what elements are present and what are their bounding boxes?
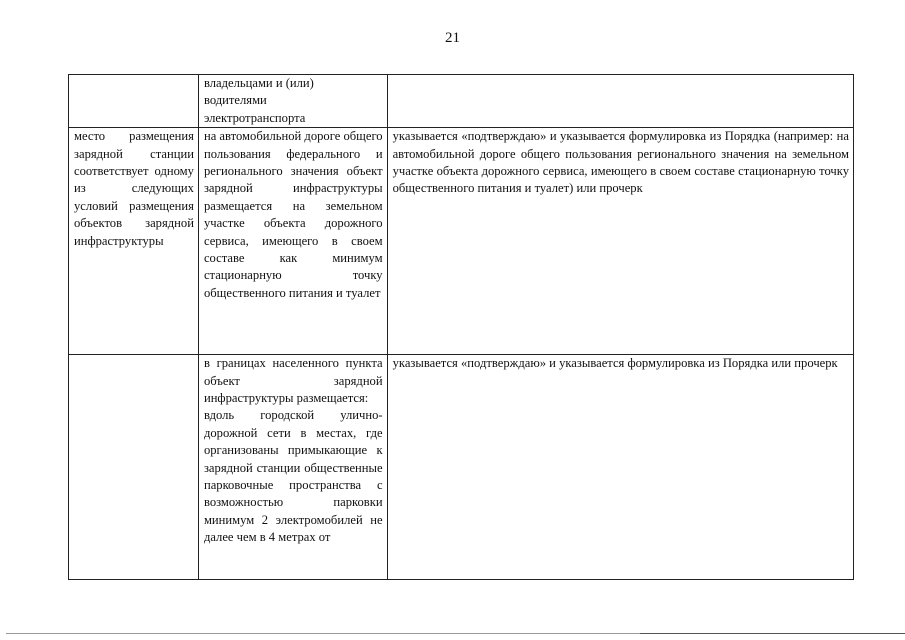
cell-text: место размещения зарядной станции соответствует одному из следующих условий размещения объектов зарядной инфраструктуры bbox=[74, 129, 194, 248]
cell-text: на автомобильной дороге общего пользования федерального и регионального значения объект зарядной инфраструктуры размещается на земельном участке объекта дорожного сервиса, имеющего в своем составе как минимум стационарную точку общественного питания и туалет bbox=[203, 129, 383, 300]
table-cell-instruction bbox=[387, 75, 853, 128]
cell-text: в границах населенного пункта объект зарядной инфраструктуры размещается: вдоль городской улично-дорожной сети в местах, где организованы примыкающие к зарядной станции общественные парковочные пространства с возможностью парковки минимум 2 электромобилей не далее чем в 4 метрах от bbox=[203, 356, 383, 545]
cell-text: указывается «подтверждаю» и указывается формулировка из Порядка (например: на автомобильной дороге общего пользования регионального значения на земельном участке объекта дорожного сервиса, имеющего в своем составе стационарную точку общественного питания и туалет) или прочерк bbox=[392, 129, 849, 196]
table-cell-condition bbox=[69, 355, 199, 580]
table-row bbox=[69, 128, 854, 355]
cell-text: владельцами и (или) водителями электротранспорта bbox=[203, 76, 314, 125]
scan-edge-line bbox=[640, 633, 905, 634]
requirements-table bbox=[68, 74, 854, 580]
page-number: 21 bbox=[445, 30, 460, 46]
cell-text: указывается «подтверждаю» и указывается формулировка из Порядка или прочерк bbox=[392, 356, 838, 371]
table-cell-requirement bbox=[198, 355, 387, 580]
table-cell-instruction bbox=[387, 128, 853, 355]
table-cell-instruction bbox=[387, 355, 853, 580]
table-cell-condition bbox=[69, 128, 199, 355]
table-row bbox=[69, 75, 854, 128]
table-cell-requirement bbox=[198, 75, 387, 128]
table-row bbox=[69, 355, 854, 580]
table-cell-requirement bbox=[198, 128, 387, 355]
table-cell-condition bbox=[69, 75, 199, 128]
